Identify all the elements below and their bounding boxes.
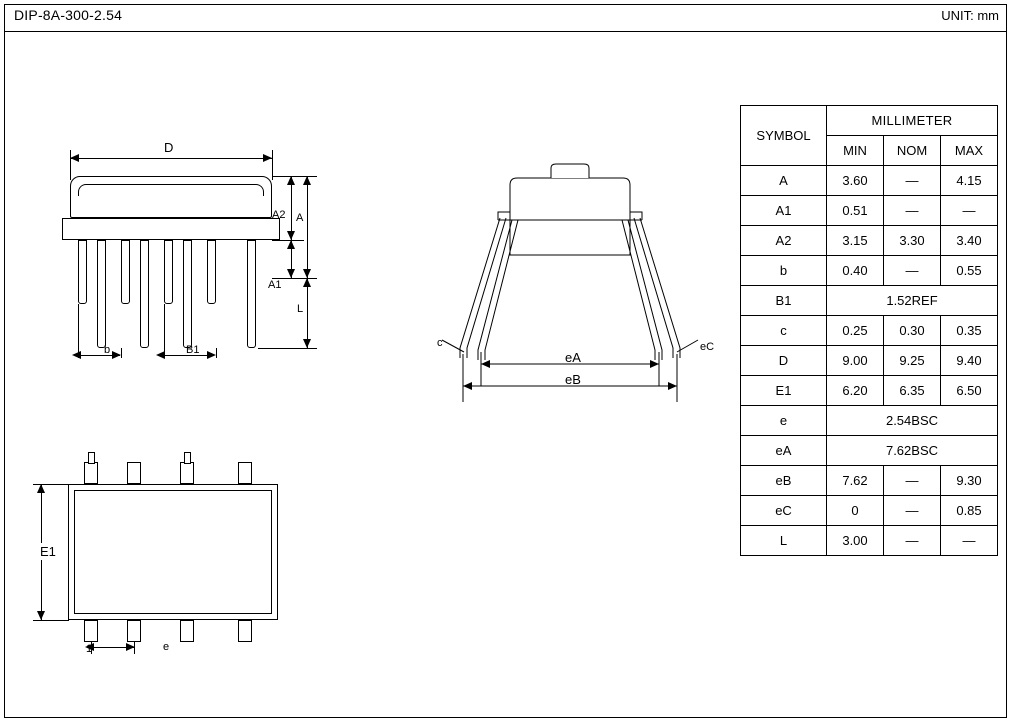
table-row (741, 466, 998, 496)
table-row (741, 406, 998, 436)
top-view-body-inner (74, 490, 272, 614)
ext-line-d-left (70, 150, 71, 180)
dim-label-ec: eC (700, 341, 715, 353)
lead-2 (121, 240, 130, 304)
row-nom: 6.35 (884, 376, 941, 406)
row-symbol: eB (741, 466, 827, 496)
lead-7 (183, 240, 192, 348)
row-symbol: L (741, 526, 827, 556)
lead-5 (97, 240, 106, 348)
row-symbol: e (741, 406, 827, 436)
row-max: — (941, 196, 998, 226)
top-pin-stub-a1 (88, 452, 95, 464)
row-max: 0.85 (941, 496, 998, 526)
table-header-min: MIN (827, 136, 884, 166)
table-row (741, 196, 998, 226)
row-min: 7.62 (827, 466, 884, 496)
package-body-outline (70, 176, 272, 218)
dim-arrow-a2-bottom (287, 231, 295, 240)
table-row (741, 166, 998, 196)
table-row (741, 316, 998, 346)
dim-label-b: b (104, 344, 111, 356)
dim-arrow-l-top (303, 278, 311, 287)
table-row (741, 526, 998, 556)
lead-1 (78, 240, 87, 304)
lead-6 (140, 240, 149, 348)
dim-arrow-b-right (112, 351, 121, 359)
lead-3 (164, 240, 173, 304)
row-min: 3.15 (827, 226, 884, 256)
top-pin-b4 (238, 620, 252, 642)
top-pin-a2 (127, 462, 141, 484)
row-max: 0.35 (941, 316, 998, 346)
row-max: — (941, 526, 998, 556)
row-symbol: D (741, 346, 827, 376)
row-max: 6.50 (941, 376, 998, 406)
dim-line-d (70, 158, 272, 159)
top-pin-a3 (180, 462, 194, 484)
top-pin-a4 (238, 462, 252, 484)
dim-arrow-d-left (70, 154, 79, 162)
row-min: 6.20 (827, 376, 884, 406)
dim-arrow-b1-right (207, 351, 216, 359)
dim-label-eb: eB (565, 372, 581, 387)
row-nom: 3.30 (884, 226, 941, 256)
row-symbol: eC (741, 496, 827, 526)
top-pin-a1 (84, 462, 98, 484)
row-symbol: c (741, 316, 827, 346)
dim-label-a2: A2 (272, 209, 286, 221)
row-min: 0.40 (827, 256, 884, 286)
table-header-unit: MILLIMETER (827, 106, 998, 136)
table-row (741, 286, 998, 316)
ext-line-e1-bottom (33, 620, 69, 621)
row-min: 0.25 (827, 316, 884, 346)
ext-line-l-bottom (258, 348, 317, 349)
row-nom: 0.30 (884, 316, 941, 346)
unit-label: UNIT: mm (941, 8, 999, 23)
table-header-nom: NOM (884, 136, 941, 166)
package-shoulder (62, 218, 280, 240)
row-min: 0 (827, 496, 884, 526)
dim-label-e: e (163, 641, 170, 653)
row-max: 3.40 (941, 226, 998, 256)
row-span-value: 2.54BSC (827, 406, 998, 436)
ext-line-b-right (121, 348, 122, 358)
row-min: 3.60 (827, 166, 884, 196)
dim-label-a1: A1 (268, 279, 282, 291)
row-nom: — (884, 196, 941, 226)
top-pin-stub-a3 (184, 452, 191, 464)
table-header-symbol: SYMBOL (741, 106, 827, 166)
dim-arrow-e1-bottom (37, 611, 45, 620)
dim-arrow-l-bottom (303, 339, 311, 348)
table-row (741, 376, 998, 406)
table-row (741, 496, 998, 526)
dim-label-l: L (297, 303, 304, 315)
row-nom: — (884, 256, 941, 286)
dim-arrow-a1-top (287, 240, 295, 249)
dim-line-l (307, 278, 308, 348)
table-row (741, 436, 998, 466)
row-symbol: B1 (741, 286, 827, 316)
row-nom: — (884, 466, 941, 496)
part-number-label: DIP-8A-300-2.54 (14, 7, 123, 23)
row-span-value: 1.52REF (827, 286, 998, 316)
row-max: 4.15 (941, 166, 998, 196)
dim-arrow-a-bottom (303, 269, 311, 278)
row-max: 9.40 (941, 346, 998, 376)
table-row (741, 346, 998, 376)
row-symbol: A2 (741, 226, 827, 256)
ext-line-e-right (134, 642, 135, 654)
package-body-chamfer (78, 184, 264, 196)
row-nom: — (884, 526, 941, 556)
side-view-geometry (420, 140, 750, 470)
ext-line-b1-left (164, 304, 165, 358)
dim-label-d: D (164, 140, 174, 155)
dim-line-a (307, 176, 308, 278)
top-pin-b3 (180, 620, 194, 642)
table-header-max: MAX (941, 136, 998, 166)
row-min: 3.00 (827, 526, 884, 556)
dim-label-a: A (296, 212, 304, 224)
dim-label-e1: E1 (40, 544, 56, 559)
row-min: 9.00 (827, 346, 884, 376)
table-row (741, 226, 998, 256)
row-nom: — (884, 496, 941, 526)
row-max: 9.30 (941, 466, 998, 496)
pin-one-label: 1 (86, 643, 93, 655)
table-header-row-1 (741, 106, 998, 136)
dim-label-ea: eA (565, 350, 581, 365)
row-symbol: b (741, 256, 827, 286)
title-bar (4, 4, 1007, 32)
lead-8 (247, 240, 256, 348)
dim-arrow-d-right (263, 154, 272, 162)
row-max: 0.55 (941, 256, 998, 286)
dim-label-c: c (437, 337, 443, 349)
dim-arrow-a-top (303, 176, 311, 185)
row-min: 0.51 (827, 196, 884, 226)
ext-line-top (272, 176, 317, 177)
top-pin-b2 (127, 620, 141, 642)
ext-line-b-left (78, 304, 79, 358)
row-symbol: E1 (741, 376, 827, 406)
row-symbol: A1 (741, 196, 827, 226)
row-span-value: 7.62BSC (827, 436, 998, 466)
dimension-table-body (741, 106, 998, 556)
row-nom: — (884, 166, 941, 196)
lead-4 (207, 240, 216, 304)
dim-arrow-b-left (72, 351, 81, 359)
ext-line-b1-right (216, 348, 217, 358)
dimension-table (740, 105, 998, 556)
top-pin-b1 (84, 620, 98, 642)
ext-line-e1-top (33, 484, 69, 485)
dim-arrow-a2-top (287, 176, 295, 185)
dim-label-b1: B1 (186, 344, 200, 356)
row-symbol: eA (741, 436, 827, 466)
dim-arrow-a1-bottom (287, 269, 295, 278)
row-nom: 9.25 (884, 346, 941, 376)
table-row (741, 256, 998, 286)
dim-arrow-e1-top (37, 484, 45, 493)
row-symbol: A (741, 166, 827, 196)
